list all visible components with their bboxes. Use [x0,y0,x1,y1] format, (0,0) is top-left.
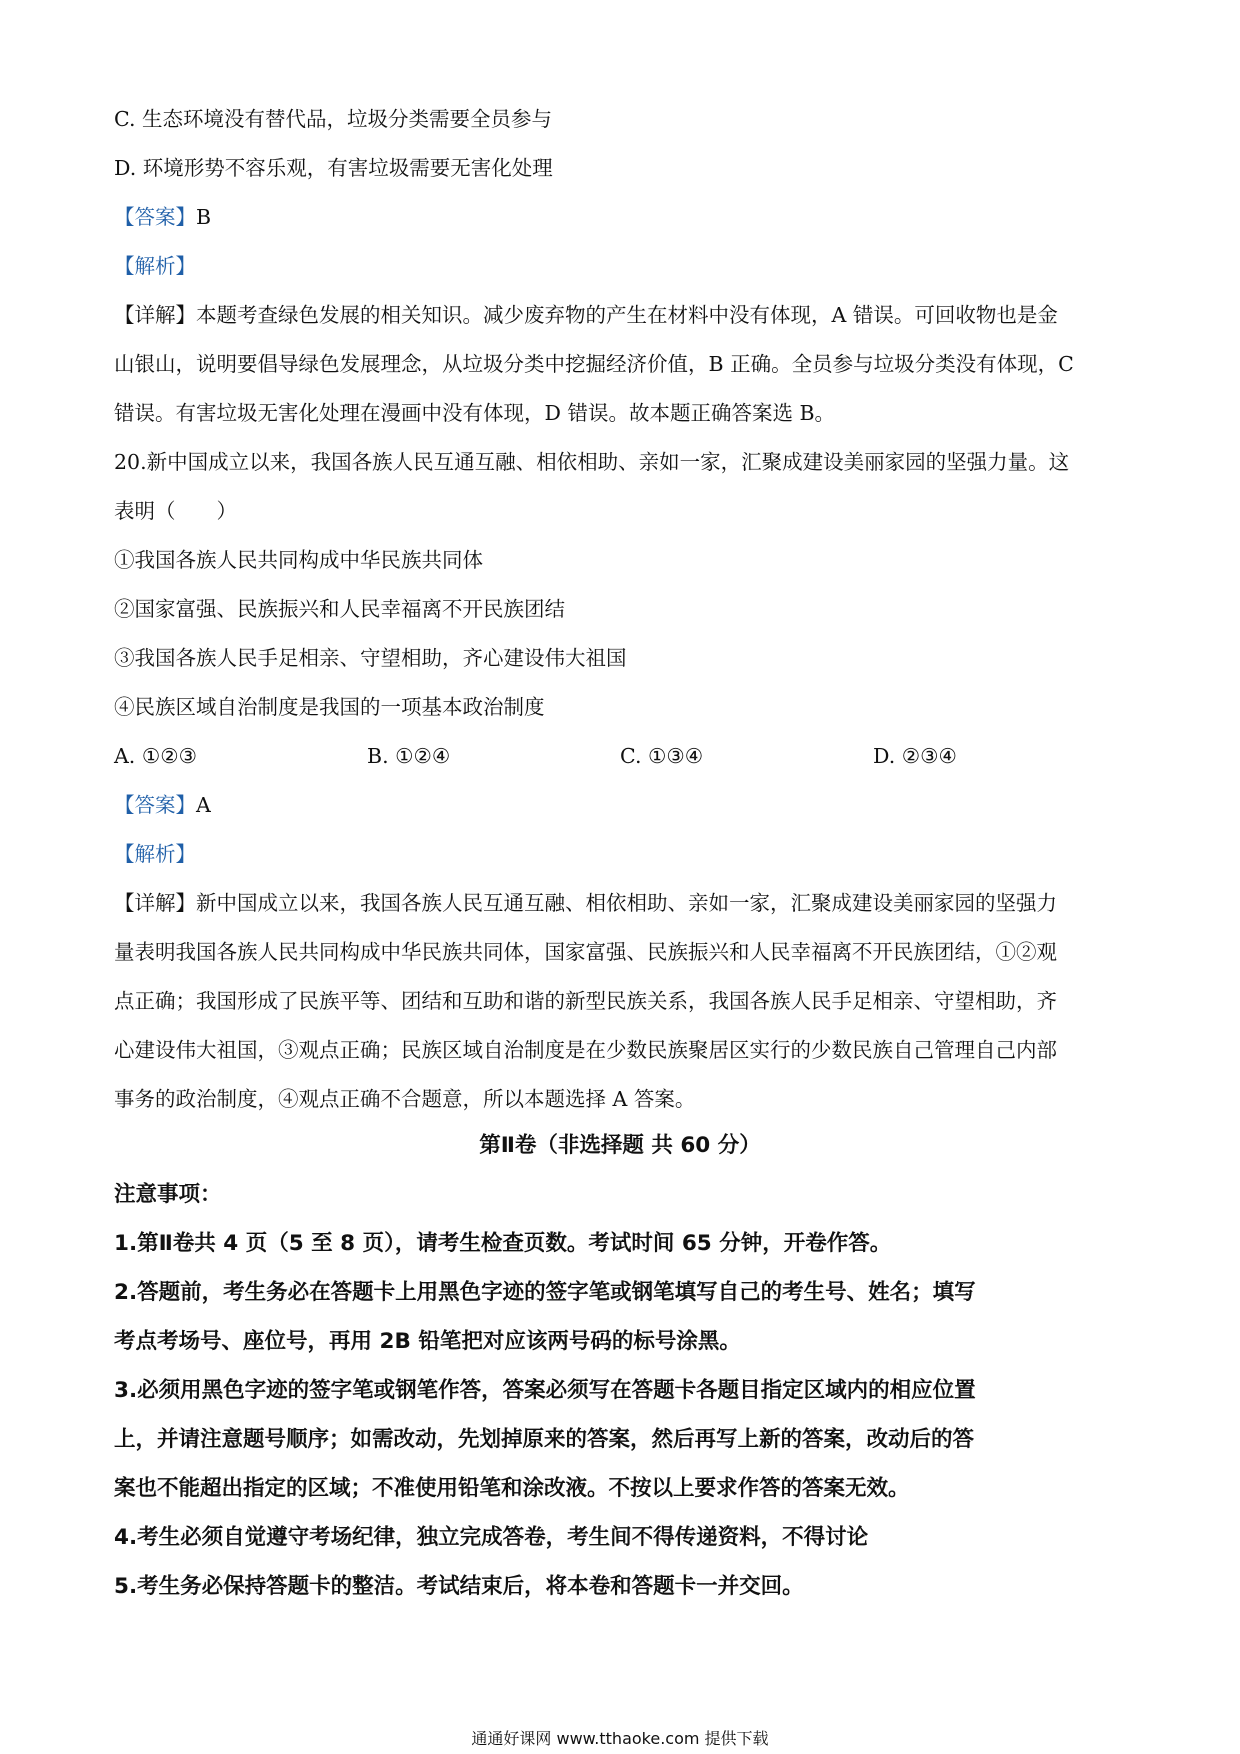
q19-option-d: D. 环境形势不容乐观，有害垃圾需要无害化处理 [114,156,553,180]
detail-text: 本题考查绿色发展的相关知识。减少废弃物的产生在材料中没有体现，A 错误。可回收物也是金 [196,303,1058,327]
notice-line-1: 1.第Ⅱ卷共 4 页（5 至 8 页），请考生检查页数。考试时间 65 分钟，开卷作答。 [114,1231,892,1256]
q20-statement-4: ④民族区域自治制度是我国的一项基本政治制度 [114,695,545,719]
notice-line-7: 4.考生必须自觉遵守考场纪律，独立完成答卷，考生间不得传递资料，不得讨论 [114,1525,869,1550]
q19-detail-line-2: 山银山，说明要倡导绿色发展理念，从垃圾分类中挖掘经济价值，B 正确。全员参与垃圾分类没有体现，C [114,352,1074,376]
detail-text: 新中国成立以来，我国各族人民互通互融、相依相助、亲如一家，汇聚成建设美丽家园的坚强力 [196,891,1057,915]
q20-detail-line-1 [114,888,1057,918]
detail-tag: 【详解】 [114,891,196,915]
analysis-tag: 【解析】 [114,254,196,278]
notice-line-3: 考点考场号、座位号，再用 2B 铅笔把对应该两号码的标号涂黑。 [114,1329,741,1354]
answer-tag: 【答案】 [114,793,196,817]
q19-detail-line-1 [114,300,1058,330]
page-footer: 通通好课网 www.tthaoke.com 提供下载 [471,1729,769,1748]
q20-detail-line-4: 心建设伟大祖国，③观点正确；民族区域自治制度是在少数民族聚居区实行的少数民族自己管理自己内部 [114,1038,1057,1062]
notice-line-4: 3.必须用黑色字迹的签字笔或钢笔作答，答案必须写在答题卡各题目指定区域内的相应位置 [114,1378,976,1403]
q20-statement-2: ②国家富强、民族振兴和人民幸福离不开民族团结 [114,597,565,621]
q20-detail-line-5: 事务的政治制度，④观点正确不合题意，所以本题选择 A 答案。 [114,1087,696,1111]
q20-option-a: A. ①②③ [114,744,197,768]
q20-detail-line-3: 点正确；我国形成了民族平等、团结和互助和谐的新型民族关系，我国各族人民手足相亲、守望相助，齐 [114,989,1057,1013]
q20-statement-3: ③我国各族人民手足相亲、守望相助，齐心建设伟大祖国 [114,646,627,670]
q20-stem-line-1: 20.新中国成立以来，我国各族人民互通互融、相依相助、亲如一家，汇聚成建设美丽家园的坚强力量。这 [114,450,1070,474]
answer-value: B [196,205,212,229]
q20-stem-line-2: 表明（ ） [114,499,237,523]
notice-line-2: 2.答题前，考生务必在答题卡上用黑色字迹的签字笔或钢笔填写自己的考生号、姓名；填写 [114,1280,976,1305]
q20-statement-1: ①我国各族人民共同构成中华民族共同体 [114,548,483,572]
q19-detail-line-3: 错误。有害垃圾无害化处理在漫画中没有体现，D 错误。故本题正确答案选 B。 [114,401,836,425]
q20-option-d: D. ②③④ [873,744,957,768]
q20-option-b: B. ①②④ [367,744,451,768]
answer-value: A [196,793,211,817]
answer-tag: 【答案】 [114,205,196,229]
q19-option-c: C. 生态环境没有替代品，垃圾分类需要全员参与 [114,107,552,131]
q20-answer [114,790,211,820]
notice-line-6: 案也不能超出指定的区域；不准使用铅笔和涂改液。不按以上要求作答的答案无效。 [114,1476,910,1501]
q20-analysis [114,839,196,869]
notice-line-8: 5.考生务必保持答题卡的整洁。考试结束后，将本卷和答题卡一并交回。 [114,1574,804,1599]
section-title: 第Ⅱ卷（非选择题 共 60 分） [479,1133,761,1158]
q19-answer [114,202,211,232]
notice-line-5: 上，并请注意题号顺序；如需改动，先划掉原来的答案，然后再写上新的答案，改动后的答 [114,1427,975,1452]
q20-detail-line-2: 量表明我国各族人民共同构成中华民族共同体，国家富强、民族振兴和人民幸福离不开民族团结，①②观 [114,940,1057,964]
detail-tag: 【详解】 [114,303,196,327]
q19-analysis [114,251,196,281]
notice-heading: 注意事项： [114,1182,222,1207]
analysis-tag: 【解析】 [114,842,196,866]
q20-option-c: C. ①③④ [620,744,704,768]
